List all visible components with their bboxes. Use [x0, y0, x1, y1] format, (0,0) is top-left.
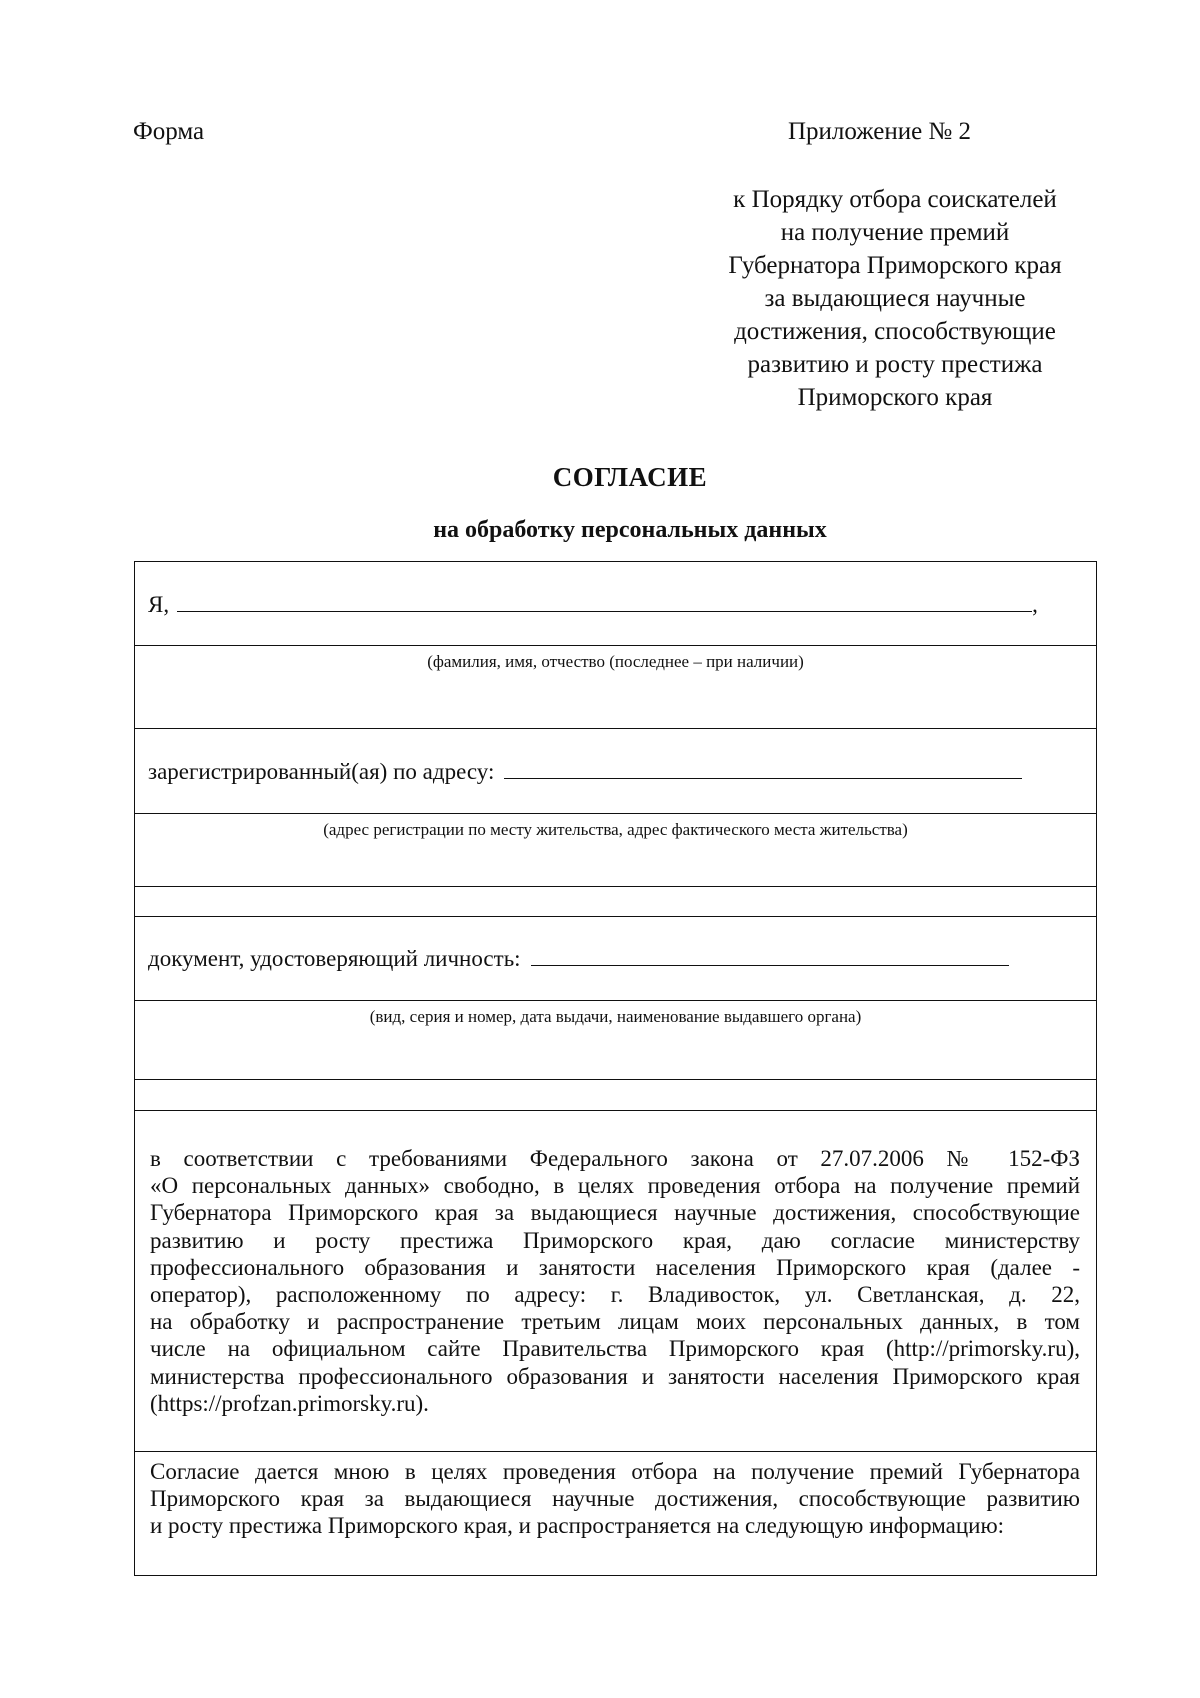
paragraph-line: Согласие дается мною в целях проведения отбора на получение премий Губернатора	[150, 1459, 1080, 1484]
name-suffix: ,	[1032, 592, 1038, 617]
document-caption: (вид, серия и номер, дата выдачи, наименование выдавшего органа)	[369, 1007, 862, 1026]
table-divider	[134, 1079, 1097, 1080]
address-input-line[interactable]	[504, 778, 1022, 779]
appendix-subtitle	[660, 183, 1130, 414]
appendix-label: Приложение № 2	[788, 118, 972, 145]
paragraph-line: «О персональных данных» свободно, в целях проведения отбора на получение премий	[150, 1173, 1080, 1199]
subtitle-line: достижения, способствующие	[734, 318, 1056, 345]
document-title: СОГЛАСИЕ	[552, 462, 708, 492]
table-divider	[134, 886, 1097, 887]
document-subheading: на обработку персональных данных	[433, 517, 827, 543]
name-caption: (фамилия, имя, отчество (последнее – при наличии)	[427, 652, 804, 671]
paragraph-line: числе на официальном сайте Правительства Приморского края (http://primorsky.ru),	[150, 1336, 1080, 1362]
subtitle-line: к Порядку отбора соискателей	[733, 186, 1057, 213]
paragraph-line: в соответствии с требованиями Федерального закона от 27.07.2006 № 152-ФЗ	[150, 1146, 1080, 1171]
consent-paragraph	[150, 1145, 1080, 1417]
subtitle-line: Приморского края	[797, 384, 993, 411]
document-input-line[interactable]	[531, 965, 1009, 966]
table-divider	[134, 916, 1097, 917]
purpose-paragraph	[150, 1458, 1080, 1540]
document-label: документ, удостоверяющий личность:	[148, 946, 521, 971]
subtitle-line: на получение премий	[780, 219, 1010, 246]
paragraph-line: профессионального образования и занятости населения Приморского края (далее -	[150, 1254, 1080, 1280]
document-row	[148, 946, 1048, 972]
paragraph-line: развитию и росту престижа Приморского края, даю согласие министерству	[150, 1227, 1080, 1253]
name-row	[148, 592, 1048, 618]
table-divider	[134, 645, 1097, 646]
table-divider	[134, 728, 1097, 729]
subtitle-line: за выдающиеся научные	[764, 285, 1026, 312]
table-divider	[134, 1110, 1097, 1111]
address-label: зарегистрированный(ая) по адресу:	[148, 759, 495, 784]
paragraph-line: оператор), расположенному по адресу: г. Владивосток, ул. Светланская, д. 22,	[150, 1282, 1080, 1308]
address-row	[148, 759, 1048, 785]
table-divider	[134, 1451, 1097, 1452]
subtitle-line: развитию и росту престижа	[747, 351, 1043, 378]
table-divider	[134, 813, 1097, 814]
paragraph-line: Приморского края за выдающиеся научные достижения, способствующие развитию	[150, 1486, 1080, 1512]
form-label: Форма	[133, 118, 205, 145]
name-prefix: Я,	[148, 592, 170, 617]
address-caption: (адрес регистрации по месту жительства, адрес фактического места жительства)	[323, 820, 908, 839]
paragraph-line: и росту престижа Приморского края, и распространяется на следующую информацию:	[150, 1513, 1005, 1539]
paragraph-line: министерства профессионального образования и занятости населения Приморского края	[150, 1363, 1080, 1389]
paragraph-line: на обработку и распространение третьим лицам моих персональных данных, в том	[150, 1309, 1080, 1335]
table-divider	[134, 1000, 1097, 1001]
paragraph-line: Губернатора Приморского края за выдающиеся научные достижения, способствующие	[150, 1200, 1080, 1226]
name-input-line[interactable]	[177, 611, 1032, 612]
subtitle-line: Губернатора Приморского края	[728, 252, 1062, 279]
consent-form-table	[134, 561, 1097, 1576]
paragraph-line: (https://profzan.primorsky.ru).	[150, 1390, 429, 1416]
